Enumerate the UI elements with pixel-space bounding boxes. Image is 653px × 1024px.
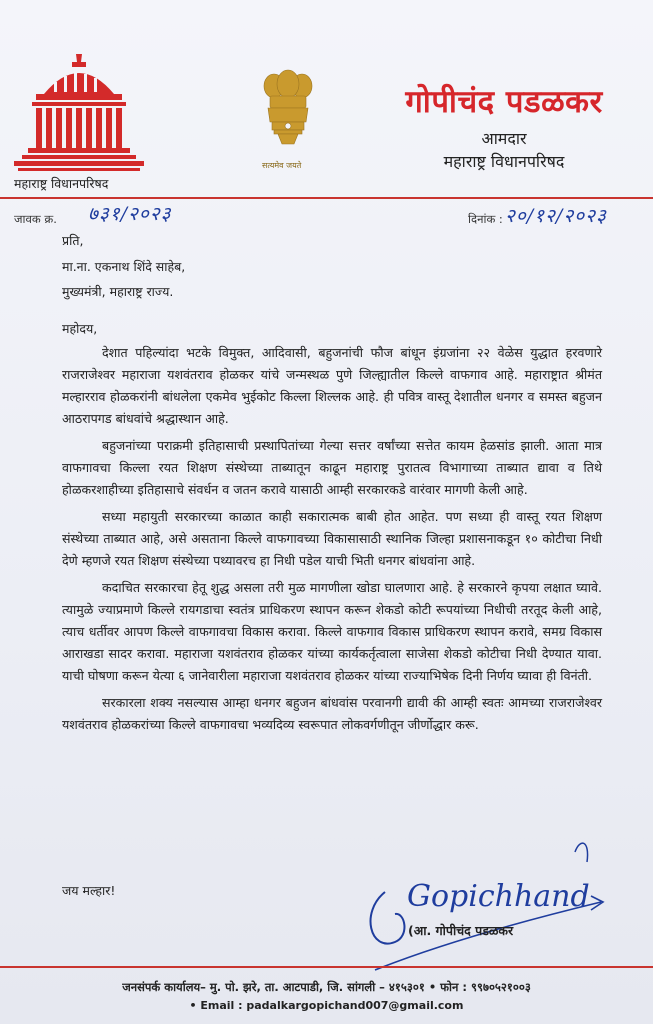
addressee-name: मा.ना. एकनाथ शिंदे साहेब, xyxy=(62,259,186,274)
footer-contact: जनसंपर्क कार्यालय– मु. पो. झरे, ता. आटपाडी, जि. सांगली – ४१५३०१ • फोन : ९९७०५२१००३ xyxy=(122,980,531,994)
national-emblem-icon xyxy=(254,66,322,170)
paragraph: सध्या महायुती सरकारच्या काळात काही सकारात्मक बाबी होत आहेत. पण सध्या ही वास्तू रयत शिक्षण संस्थेच्या ताब्यात आहे, असे असताना किल्ले वाफगावच्या विकासासाठी स्थानिक जिल्हा प्रशासनाकडून १० कोटीचा निधी देणे म्हणजे रयत शिक्षण संस्थेच्या पथ्यावरच हा निधी पडेल याची भिती धनगर बांधवांना आहे. xyxy=(62,509,602,568)
footer-divider xyxy=(0,966,653,968)
addressee-prefix: प्रति, xyxy=(62,233,84,248)
signature-text: Gopichhand xyxy=(407,879,590,914)
reference-number: ७३१/२०२३ xyxy=(88,203,172,225)
header-divider xyxy=(0,197,653,199)
salutation: महोदय, xyxy=(62,321,98,336)
date-label: दिनांक : xyxy=(468,212,503,226)
addressee-title: मुख्यमंत्री, महाराष्ट्र राज्य. xyxy=(62,284,174,299)
paragraph: कदाचित सरकारचा हेतू शुद्ध असला तरी मुळ मागणीला खोडा घालणारा आहे. हे सरकारने कृपया लक्षात घ्यावे. त्यामुळे ज्याप्रमाणे किल्ले रायगडाचा स्वतंत्र प्राधिकरण स्थापन करून शेकडो कोटी रूपयांच्या निधीची तरतूद केली आहे, त्याच धर्तीवर आपण किल्ले वाफगावचा विकास करावा. किल्ले वाफगाव विकास प्राधिकरण स्थापन करावे, समग्र विकास आराखडा सादर करावा. महाराजा यशवंतराव होळकर यांच्या कार्यकर्तृत्वाला साजेसा शेकडो कोटीचा निधी देण्यात यावा. याची घोषणा करून येत्या ६ जानेवारीला महाराजा यशवंतराव होळकर यांच्या राज्याभिषेक दिनी निर्णय घ्यावा ही विनंती. xyxy=(62,580,602,683)
paragraph: सरकारला शक्य नसल्यास आम्हा धनगर बहुजन बांधवांस परवानगी द्यावी की आम्ही स्वतः आमच्या राजराजेश्वर यशवंतराव होळकरांच्या किल्ले वाफगावचा भव्यदिव्य स्वरूपात लोकवर्गणीतून जीर्णोद्धार करू. xyxy=(62,695,602,732)
mla-name-title: गोपीचंद पडळकर xyxy=(405,84,603,120)
vidhanparishad-label: महाराष्ट्र विधानपरिषद xyxy=(14,176,109,191)
letter-body xyxy=(62,342,602,741)
date-value: २०/१२/२०२३ xyxy=(505,205,607,227)
closing-salutation: जय मल्हार! xyxy=(62,883,116,898)
footer-email: • Email : padalkargopichand007@gmail.com xyxy=(189,999,464,1012)
handwritten-signature xyxy=(365,832,615,972)
reference-label: जावक क्र. xyxy=(14,212,57,226)
paragraph: बहुजनांच्या पराक्रमी इतिहासाची प्रस्थापितांच्या गेल्या सत्तर वर्षांच्या सत्तेत कायम हेळसांड झाली. आता मात्र वाफगावचा किल्ला रयत शिक्षण संस्थेच्या ताब्यातून काढून महाराष्ट्र पुरातत्व विभागाच्या ताब्यात द्यावा व तिथे होळकरशाहीच्या इतिहासाचे संवर्धन व जतन करावे यासाठी आम्ही सरकारकडे वारंवार मागणी केली आहे. xyxy=(62,438,602,497)
paragraph: देशात पहिल्यांदा भटके विमुक्त, आदिवासी, बहुजनांची फौज बांधून इंग्रजांना २२ वेळेस युद्धात हरवणारे राजराजेश्वर महाराजा यशवंतराव होळकर यांचे जन्मस्थळ पुणे जिल्ह्यातील किल्ले वाफगाव आहे. महाराष्ट्रात श्रीमंत मल्हारराव होळकरांनी बांधलेला एकमेव भुईकोट किल्ला शिल्लक आहे. ही पवित्र वास्तू देशातील धनगर व समस्त बहुजन आठरापगड बांधवांचे श्रद्धास्थान आहे. xyxy=(62,345,602,426)
signatory-name: (आ. गोपीचंद पडळकर xyxy=(408,923,514,938)
emblem-motto: सत्यमेव जयते xyxy=(262,161,302,170)
house-name: महाराष्ट्र विधानपरिषद xyxy=(443,152,565,171)
vidhan-bhavan-emblem-icon xyxy=(14,52,144,174)
designation: आमदार xyxy=(481,129,527,148)
